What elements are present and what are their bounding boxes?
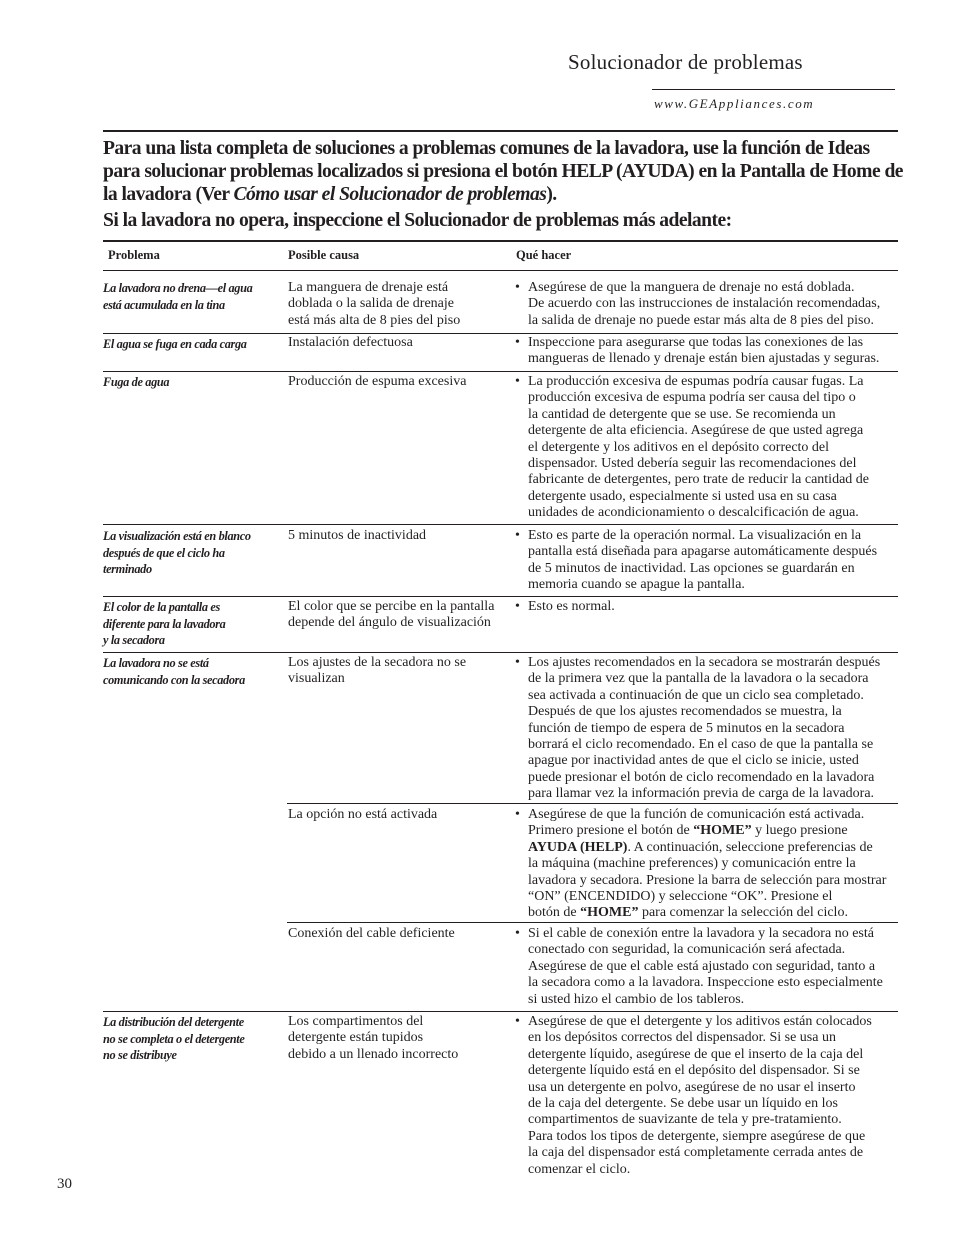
- action-text: La producción excesiva de espumas podría causar fugas. La producción excesiva de espuma podría ser causa del tipo o la cantidad de detergente que se use. Se recomienda un detergente de alta eficiencia. Asegúrese de que usted agrega el detergente y los aditivos en el depósito correcto del dispensador. Usted debería seguir las recomendaciones del fabricante de detergentes, pero trate de reducir la cantidad de detergente usado, especialmente si usted usa en su casa unidades de acondicionamiento o descalcificación de agua.: [528, 374, 870, 521]
- bullet: •: [515, 374, 520, 389]
- page-title: Solucionador de problemas: [568, 50, 803, 74]
- website-link[interactable]: www.GEAppliances.com: [654, 96, 815, 111]
- intro-italic-ref: Cómo usar el Solucionador de problemas: [233, 184, 547, 205]
- action-text: Asegúrese de que el detergente y los aditivos están colocados en los depósitos correctos del dispensador. Si se usa un detergente líquido, asegúrese de que el inserto de la caja del detergente líquido está en el depósito del dispensador. Si se usa un detergente en polvo, asegúrese de no usar el inserto de la caja del detergente. Se debe usar un líquido en los compartimentos de suavizante de tela y pre-tratamiento. Para todos los tipos de detergente, siempre asegúrese de que la caja del dispensador está completamente cerrada antes de comenzar el ciclo.: [528, 1014, 872, 1177]
- action-text: Los ajustes recomendados en la secadora se mostrarán después de la primera vez que la pantalla de la lavadora o la secadora sea activada a continuación de que un ciclo sea completado. Después de que los ajustes recomendados se muestra, la función de tiempo de espera de 5 minutos en la secadora borrará el ciclo recomendado. En el caso de que la pantalla se apague por inactividad antes de que el ciclo se inicie, usted puede presionar el botón de ciclo recomendado en la lavadora para llamar vez la información previa de carga de la lavadora.: [528, 655, 881, 802]
- problem-cell: La distribución del detergente no se completa o el detergente no se distribuye: [103, 1015, 245, 1063]
- cause-cell: La manguera de drenaje está doblada o la salida de drenaje está más alta de 8 pies del piso: [288, 280, 461, 328]
- action-cell: [515, 1014, 905, 1178]
- help-button-ref: AYUDA (HELP): [528, 839, 628, 855]
- sub-row-divider: [287, 803, 898, 804]
- bullet: •: [515, 599, 520, 614]
- column-header-problem: Problema: [108, 248, 160, 262]
- cause-cell: 5 minutos de inactividad: [288, 528, 427, 543]
- intro-paragraph: [103, 137, 903, 206]
- cause-cell: El color que se percibe en la pantalla depende del ángulo de visualización: [288, 599, 495, 631]
- action-cell: [515, 926, 905, 1008]
- cause-cell: Instalación defectuosa: [288, 335, 413, 350]
- home-button-ref: “HOME”: [580, 905, 639, 921]
- action-text: Esto es normal.: [528, 599, 615, 614]
- bullet: •: [515, 655, 520, 670]
- bullet: •: [515, 280, 520, 295]
- action-cell: [515, 374, 905, 522]
- sub-row-divider: [287, 922, 898, 923]
- table-top-rule: [103, 240, 898, 242]
- row-divider: [103, 371, 898, 372]
- action-text: Asegúrese de que la manguera de drenaje no está doblada. De acuerdo con las instrucciones de instalación recomendadas, la salida de drenaje no puede estar más alta de 8 pies del piso.: [528, 280, 881, 328]
- action-cell: [515, 528, 905, 594]
- column-header-action: Qué hacer: [516, 248, 572, 262]
- action-cell: [515, 655, 905, 803]
- cause-cell: La opción no está activada: [288, 807, 438, 822]
- intro-block: [103, 137, 903, 232]
- home-button-ref: “HOME”: [693, 823, 752, 839]
- bullet: •: [515, 1014, 520, 1029]
- bullet: •: [515, 528, 520, 543]
- intro-text: Para una lista completa de soluciones a problemas comunes de la lavadora, use la función de Ideas para solucionar problemas localizados si presiona el botón HELP (AYUDA) en la Pantalla de Home de la lavadora (Ver: [103, 138, 903, 205]
- problem-cell: La lavadora no se está comunicando con la secadora: [103, 656, 245, 687]
- intro-subline: Si la lavadora no opera, inspeccione el Solucionador de problemas más adelante:: [103, 210, 732, 231]
- intro-rule: [103, 130, 898, 132]
- row-divider: [103, 652, 898, 653]
- intro-text-end: ).: [546, 184, 557, 205]
- cause-cell: Los ajustes de la secadora no se visualizan: [288, 655, 467, 687]
- problem-cell: La lavadora no drena—el agua está acumulada en la tina: [103, 281, 253, 312]
- problem-cell: El agua se fuga en cada carga: [103, 337, 247, 351]
- header-divider: [103, 270, 898, 271]
- bullet: •: [515, 335, 520, 350]
- action-text: Asegúrese de que la función de comunicación está activada. Primero presione el botón de: [528, 807, 865, 839]
- problem-cell: El color de la pantalla es diferente para la lavadora y la secadora: [103, 600, 226, 648]
- page-number: 30: [57, 1176, 72, 1192]
- action-cell: [515, 599, 905, 615]
- cause-cell: Producción de espuma excesiva: [288, 374, 467, 389]
- row-divider: [103, 524, 898, 525]
- action-text: Si el cable de conexión entre la lavadora y la secadora no está conectado con seguridad, la comunicación será afectada. Asegúrese de que el cable está ajustado con seguridad, tanto a la secadora como a la lavadora. Inspeccione esto especialmente si usted hizo el cambio de los tableros.: [528, 926, 883, 1007]
- row-divider: [103, 333, 898, 334]
- action-cell: [515, 280, 905, 329]
- header-rule: [652, 89, 895, 90]
- action-text: Inspeccione para asegurarse que todas las conexiones de las mangueras de llenado y drenaje están bien ajustadas y seguras.: [528, 335, 880, 367]
- row-divider: [103, 1011, 898, 1012]
- problem-cell: Fuga de agua: [103, 375, 170, 389]
- action-text: para comenzar la selección del ciclo.: [638, 905, 848, 921]
- row-divider: [103, 596, 898, 597]
- cause-cell: Los compartimentos del detergente están tupidos debido a un llenado incorrecto: [288, 1014, 459, 1062]
- action-cell: [515, 807, 905, 922]
- action-text: . A continuación, seleccione preferencias de la máquina (machine preferences) y comunicación entre la lavadora y secadora. Presione la barra de selección para mostrar “ON” (ENCENDIDO) y seleccione “OK”. Presione el botón de: [528, 839, 887, 921]
- action-text: Esto es parte de la operación normal. La visualización en la pantalla está diseñada para apagarse automáticamente después de 5 minutos de inactividad. Las opciones se guardarán en memoria cuando se apague la pantalla.: [528, 528, 878, 593]
- cause-cell: Conexión del cable deficiente: [288, 926, 455, 941]
- bullet: •: [515, 807, 520, 822]
- bullet: •: [515, 926, 520, 941]
- action-cell: [515, 335, 905, 368]
- column-header-cause: Posible causa: [288, 248, 360, 262]
- problem-cell: La visualización está en blanco después de que el ciclo ha terminado: [103, 529, 251, 577]
- action-text: y luego presione: [755, 823, 848, 839]
